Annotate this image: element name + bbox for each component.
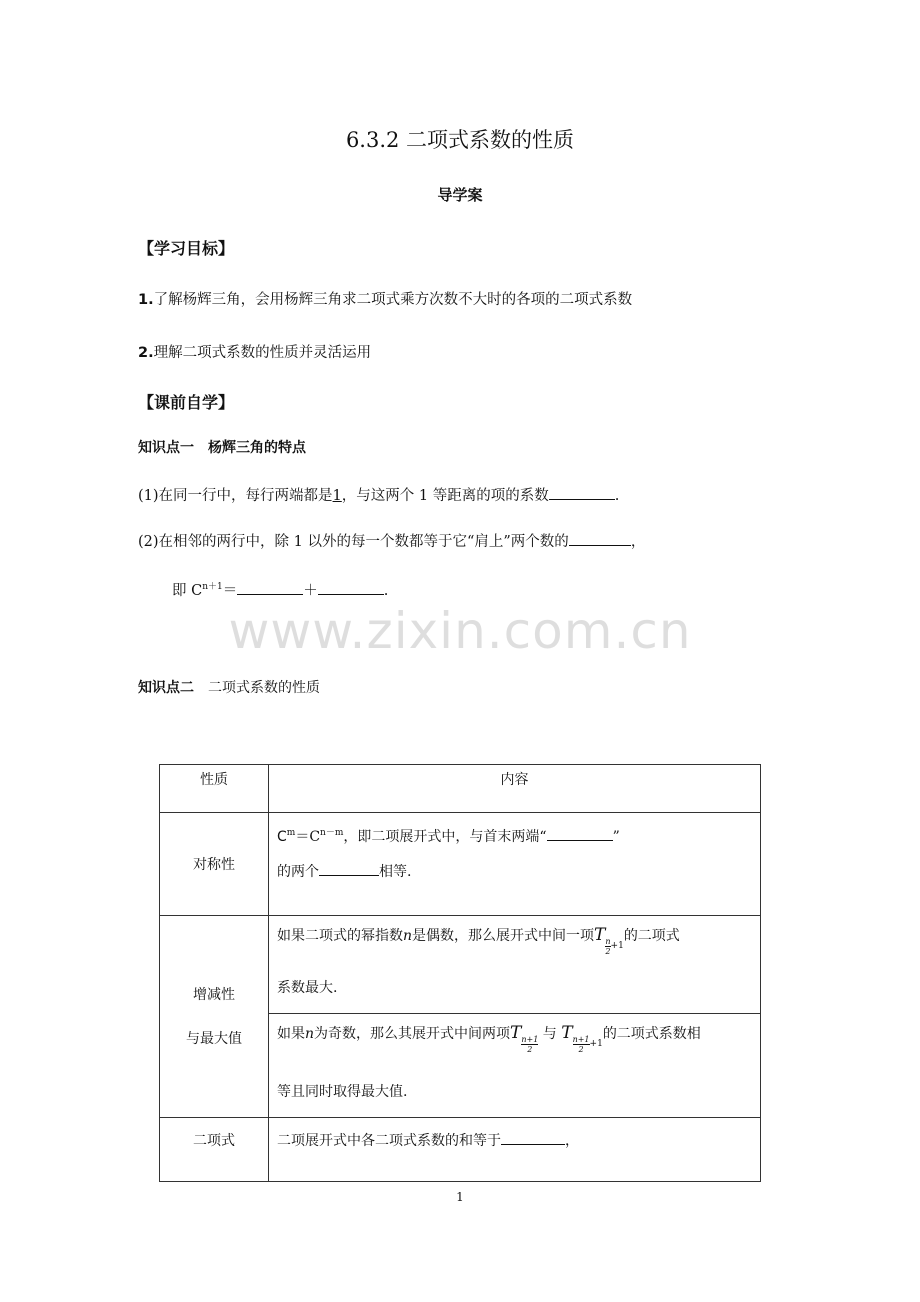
objective-text: 了解杨辉三角，会用杨辉三角求二项式乘方次数不大时的各项的二项式系数 <box>153 292 633 308</box>
kp1-item-1-end: . <box>614 488 620 504</box>
term-T: T <box>561 1023 573 1043</box>
kp1-item-3 <box>172 579 388 600</box>
kp1-item-1 <box>138 484 619 505</box>
kp1-item-3-end: . <box>383 583 389 599</box>
kp2-label-bold: 知识点二 <box>138 680 194 696</box>
fraction-n-plus-1-over-2 <box>521 1035 538 1054</box>
objectives-heading: 【学习目标】 <box>138 239 235 258</box>
answer-blank[interactable] <box>318 580 384 595</box>
knowledge-point-1-label: 知识点一 杨辉三角的特点 <box>138 440 306 456</box>
sum-end: ， <box>565 1133 579 1149</box>
frac-top: n+1 <box>572 1035 590 1044</box>
page-number: 1 <box>456 1190 464 1204</box>
odd-line2: 等且同时取得最大值. <box>277 1084 408 1100</box>
symmetry-line2-suffix: 相等. <box>379 864 412 880</box>
sup-m: m <box>286 828 296 838</box>
even-line2: 系数最大. <box>277 980 338 996</box>
kp1-item-1-one: 1 <box>332 488 342 504</box>
sum-text: 二项展开式中各二项式系数的和等于 <box>277 1133 501 1149</box>
close-quote: ” <box>612 829 620 845</box>
odd-mid: 为奇数，那么其展开式中间两项 <box>314 1026 511 1042</box>
table-row-symmetry <box>160 813 761 916</box>
objective-text: 理解二项式系数的性质并灵活运用 <box>153 345 372 361</box>
table-header-row <box>160 765 761 813</box>
sup-n-minus-m: n－m <box>320 828 344 838</box>
objective-item-1 <box>138 288 632 309</box>
monotone-name-line1: 增减性 <box>193 986 235 1003</box>
monotone-name <box>160 916 269 1118</box>
equals-c: ＝C <box>295 829 321 845</box>
answer-blank[interactable] <box>549 485 615 500</box>
plus-one: +1 <box>610 941 624 951</box>
objective-num: 2. <box>138 345 154 361</box>
answer-blank[interactable] <box>501 1130 565 1145</box>
symmetry-line2-prefix: 的两个 <box>277 864 319 880</box>
sum-content <box>269 1118 761 1182</box>
kp1-item-3-sup: n＋1 <box>202 582 223 592</box>
symmetry-name: 对称性 <box>160 813 269 916</box>
term-T: T <box>510 1023 522 1043</box>
frac-bottom: 2 <box>578 1045 584 1054</box>
monotone-name-line2: 与最大值 <box>186 1030 242 1047</box>
answer-blank[interactable] <box>569 531 631 546</box>
odd-suffix: 的二项式系数相 <box>602 1026 701 1042</box>
kp1-item-2-end: ， <box>630 534 646 550</box>
knowledge-point-2-label <box>138 677 320 697</box>
frac-bottom: 2 <box>527 1045 533 1054</box>
kp1-item-3-eq: ＝ <box>222 583 238 599</box>
objective-num: 1. <box>138 292 154 308</box>
term-T: T <box>594 925 606 945</box>
even-prefix: 如果二项式的幂指数 <box>277 928 403 944</box>
kp1-item-3-plus: ＋ <box>303 583 318 599</box>
even-mid: 是偶数，那么展开式中间一项 <box>412 928 595 944</box>
answer-blank[interactable] <box>237 580 303 595</box>
symmetry-content <box>269 813 761 916</box>
var-n: n <box>305 1026 315 1042</box>
kp1-item-3-prefix: 即 C <box>172 583 203 599</box>
monotone-even-content <box>269 916 761 1014</box>
table-row-monotone-even <box>160 916 761 1014</box>
var-n: n <box>403 928 413 944</box>
monotone-odd-content <box>269 1014 761 1118</box>
frac-top: n <box>605 937 611 946</box>
kp1-item-2 <box>138 530 645 551</box>
symmetry-line1-text: ，即二项展开式中，与首末两端“ <box>343 829 547 845</box>
answer-blank[interactable] <box>547 826 613 841</box>
header-property: 性质 <box>160 765 269 813</box>
answer-blank[interactable] <box>319 861 379 876</box>
objective-item-2 <box>138 341 371 362</box>
sum-name: 二项式 <box>160 1118 269 1182</box>
frac-bottom: 2 <box>605 947 611 956</box>
odd-prefix: 如果 <box>277 1026 305 1042</box>
kp1-item-2-text: (2)在相邻的两行中，除 1 以外的每一个数都等于它“肩上”两个数的 <box>138 534 569 550</box>
page-title: 6.3.2 二项式系数的性质 <box>345 128 575 152</box>
fraction-n-plus-1-over-2 <box>573 1035 590 1054</box>
frac-top: n+1 <box>521 1035 539 1044</box>
table-row-sum <box>160 1118 761 1182</box>
kp1-item-1-prefix: (1)在同一行中，每行两端都是 <box>138 488 333 504</box>
odd-and: 与 <box>542 1026 557 1042</box>
header-content: 内容 <box>269 765 761 813</box>
preview-heading: 【课前自学】 <box>138 393 235 412</box>
page-subtitle: 导学案 <box>437 186 483 204</box>
kp1-item-1-suffix: ，与这两个 1 等距离的项的系数 <box>341 488 549 504</box>
plus-one: +1 <box>589 1039 603 1049</box>
even-suffix: 的二项式 <box>623 928 680 944</box>
properties-table <box>159 764 761 1182</box>
kp2-label-rest: 二项式系数的性质 <box>194 680 320 696</box>
binomial-c: C <box>277 829 287 845</box>
watermark: www.zixin.com.cn <box>228 602 692 660</box>
